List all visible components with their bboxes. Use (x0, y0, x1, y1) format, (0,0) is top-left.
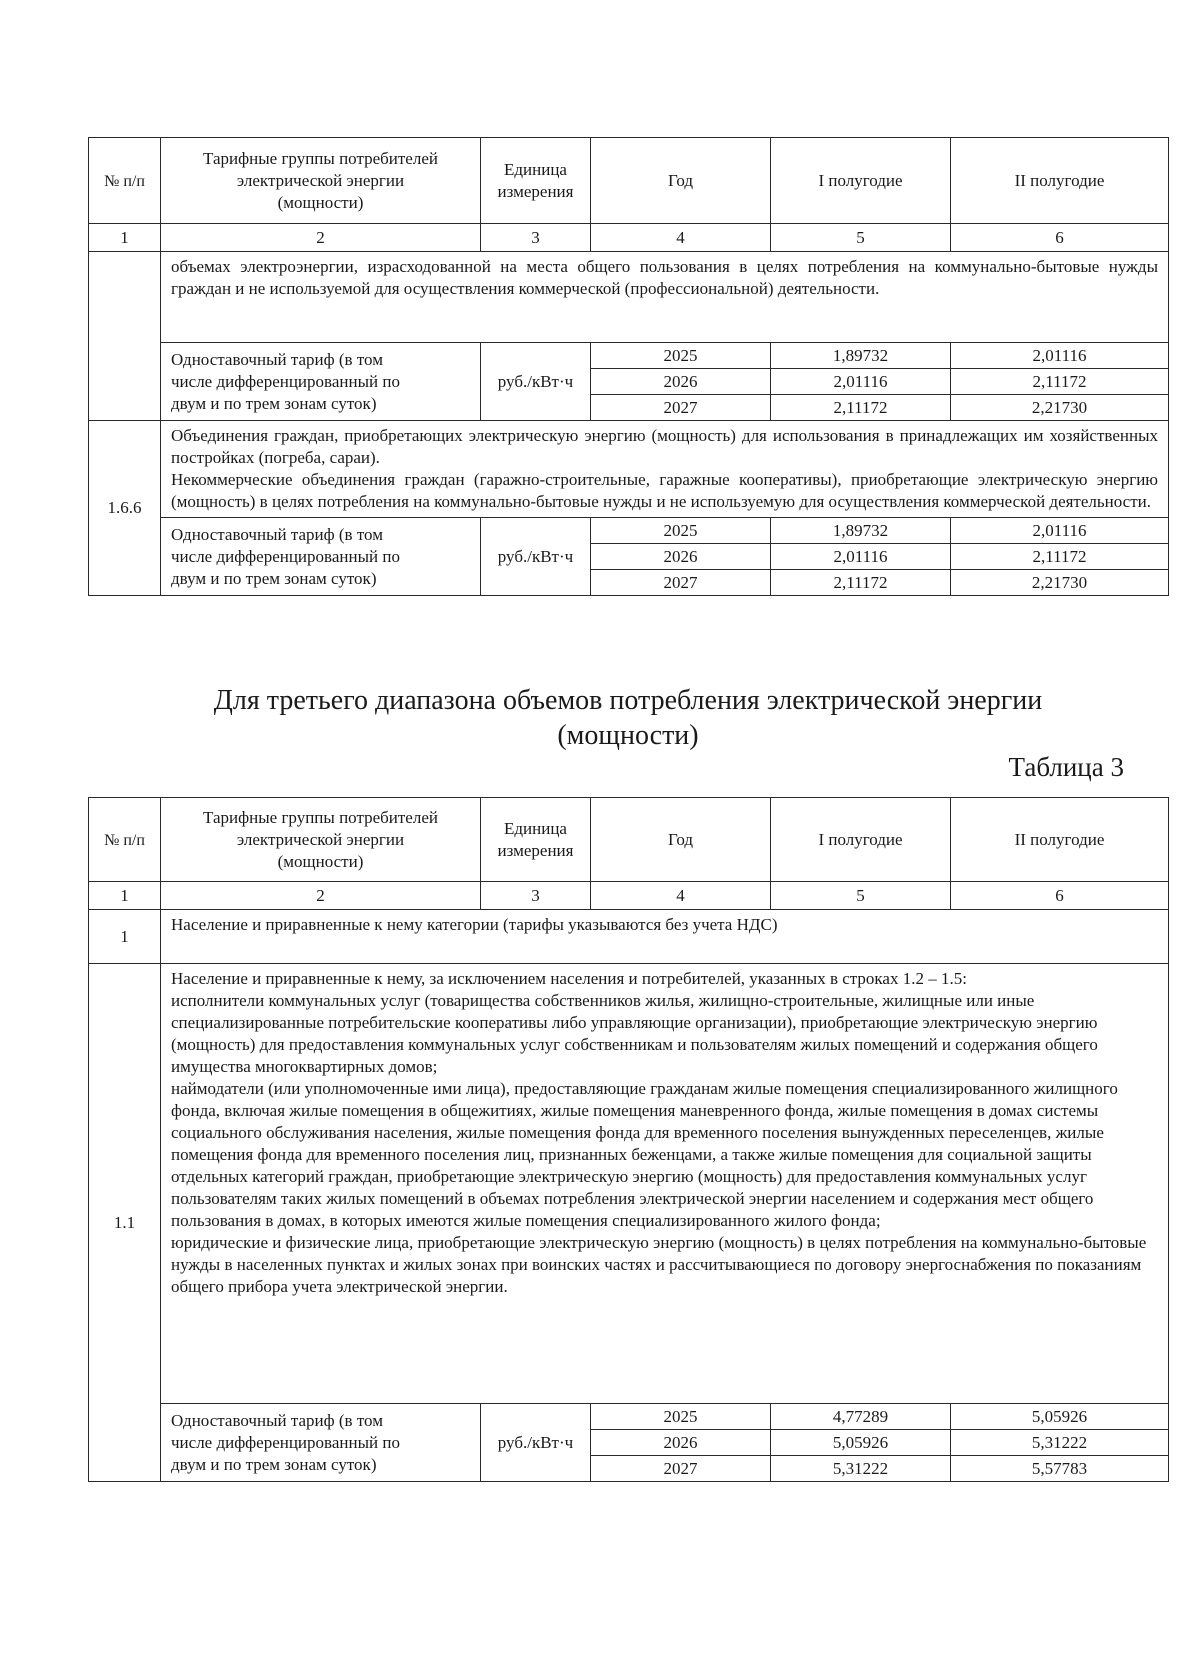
tariff-table-continued (88, 137, 1169, 596)
half2-value: 2,11172 (951, 369, 1169, 395)
table-row (89, 421, 1169, 518)
row-description: Население и приравненные к нему категории (тарифы указываются без учета НДС) (161, 910, 1169, 964)
tariff-group-label: Одноставочный тариф (в том числе дифференцированный по двум и по трем зонам суток) (161, 1404, 481, 1482)
year-cell: 2026 (591, 1430, 771, 1456)
col-header-half2: II полугодие (951, 138, 1169, 224)
half2-value: 5,57783 (951, 1456, 1169, 1482)
tariff-group-label: Одноставочный тариф (в том числе дифференцированный по двум и по трем зонам суток) (161, 343, 481, 421)
year-cell: 2027 (591, 395, 771, 421)
half1-value: 5,31222 (771, 1456, 951, 1482)
col-header-number: № п/п (89, 798, 161, 882)
half1-value: 5,05926 (771, 1430, 951, 1456)
half2-value: 5,05926 (951, 1404, 1169, 1430)
header-row (89, 138, 1169, 224)
year-cell: 2027 (591, 1456, 771, 1482)
column-number-row: 1 2 3 4 5 6 (89, 882, 1169, 910)
column-number-row: 1 2 3 4 5 6 (89, 224, 1169, 252)
col-header-group: Тарифные группы потребителей электрической энергии (мощности) (161, 798, 481, 882)
unit-cell: руб./кВт·ч (481, 518, 591, 596)
half1-value: 1,89732 (771, 518, 951, 544)
half1-value: 2,11172 (771, 395, 951, 421)
row-number-cell: 1.1 (89, 964, 161, 1482)
unit-cell: руб./кВт·ч (481, 343, 591, 421)
row-number-cell: 1 (89, 910, 161, 964)
year-cell: 2025 (591, 343, 771, 369)
header-row (89, 798, 1169, 882)
table-row (89, 964, 1169, 1404)
half2-value: 2,21730 (951, 570, 1169, 596)
tariff-row (89, 518, 1169, 544)
unit-cell: руб./кВт·ч (481, 1404, 591, 1482)
year-cell: 2025 (591, 1404, 771, 1430)
year-cell: 2027 (591, 570, 771, 596)
col-header-half2: II полугодие (951, 798, 1169, 882)
half1-value: 2,11172 (771, 570, 951, 596)
half1-value: 4,77289 (771, 1404, 951, 1430)
table-row (89, 910, 1169, 964)
tariff-row (89, 343, 1169, 369)
table-label: Таблица 3 (1008, 752, 1124, 782)
year-cell: 2025 (591, 518, 771, 544)
row-description: объемах электроэнергии, израсходованной на места общего пользования в целях потребления на коммунально-бытовые нужды граждан и не используемой для осуществления коммерческой (профессиональной) деятельности. (161, 252, 1169, 343)
half1-value: 2,01116 (771, 369, 951, 395)
row-description: Объединения граждан, приобретающих электрическую энергию (мощность) для использования в принадлежащих им хозяйственных постройках (погреба, сараи). Некоммерческие объединения граждан (гаражно-строительные, гаражные кооперативы), приобретающие электрическую энергию (мощность) в целях потребления на коммунально-бытовые нужды и не используемую для осуществления коммерческой деятельности. (161, 421, 1169, 518)
section-heading: Для третьего диапазона объемов потребления электрической энергии (мощности) (213, 685, 1043, 751)
col-header-group: Тарифные группы потребителей электрической энергии (мощности) (161, 138, 481, 224)
table-row (89, 252, 1169, 343)
half2-value: 2,21730 (951, 395, 1169, 421)
col-header-half1: I полугодие (771, 138, 951, 224)
row-description: Население и приравненные к нему, за исключением населения и потребителей, указанных в строках 1.2 – 1.5: исполнители коммунальных услуг (товарищества собственников жилья, жилищно-строительные, жилищные или иные специализированные потребительские кооперативы либо управляющие организации), приобретающие электрическую энергию (мощность) для предоставления коммунальных услуг собственникам и пользователям жилых помещений и содержания общего имущества многоквартирных домов; наймодатели (или уполномоченные ими лица), предоставляющие гражданам жилые помещения специализированного жилищного фонда, включая жилые помещения в общежитиях, жилые помещения маневренного фонда, жилые помещения в домах системы социального обслуживания населения, жилые помещения фонда для временного поселения вынужденных переселенцев, жилые помещения фонда для временного поселения лиц, признанных беженцами, а также жилые помещения для социальной защиты отдельных категорий граждан, приобретающие электрическую энергию (мощность) для предоставления коммунальных услуг пользователям таких жилых помещений в объемах потребления электрической энергии населением и содержания мест общего пользования в домах, в которых имеются жилые помещения специализированного жилого фонда; юридические и физические лица, приобретающие электрическую энергию (мощность) в целях потребления на коммунально-бытовые нужды в населенных пунктах и жилых зонах при воинских частях и рассчитывающиеся по договору энергоснабжения по показаниям общего прибора учета электрической энергии. (161, 964, 1169, 1404)
year-cell: 2026 (591, 544, 771, 570)
half2-value: 5,31222 (951, 1430, 1169, 1456)
col-header-half1: I полугодие (771, 798, 951, 882)
year-cell: 2026 (591, 369, 771, 395)
row-number-cell: 1.6.6 (89, 421, 161, 596)
tariff-group-label: Одноставочный тариф (в том числе дифференцированный по двум и по трем зонам суток) (161, 518, 481, 596)
half2-value: 2,11172 (951, 544, 1169, 570)
half2-value: 2,01116 (951, 518, 1169, 544)
col-header-unit: Единица измерения (481, 798, 591, 882)
col-header-year: Год (591, 138, 771, 224)
row-number-cell (89, 252, 161, 421)
tariff-row (89, 1404, 1169, 1430)
col-header-year: Год (591, 798, 771, 882)
half1-value: 1,89732 (771, 343, 951, 369)
half2-value: 2,01116 (951, 343, 1169, 369)
half1-value: 2,01116 (771, 544, 951, 570)
col-header-number: № п/п (89, 138, 161, 224)
tariff-table-3 (88, 797, 1169, 1482)
col-header-unit: Единица измерения (481, 138, 591, 224)
